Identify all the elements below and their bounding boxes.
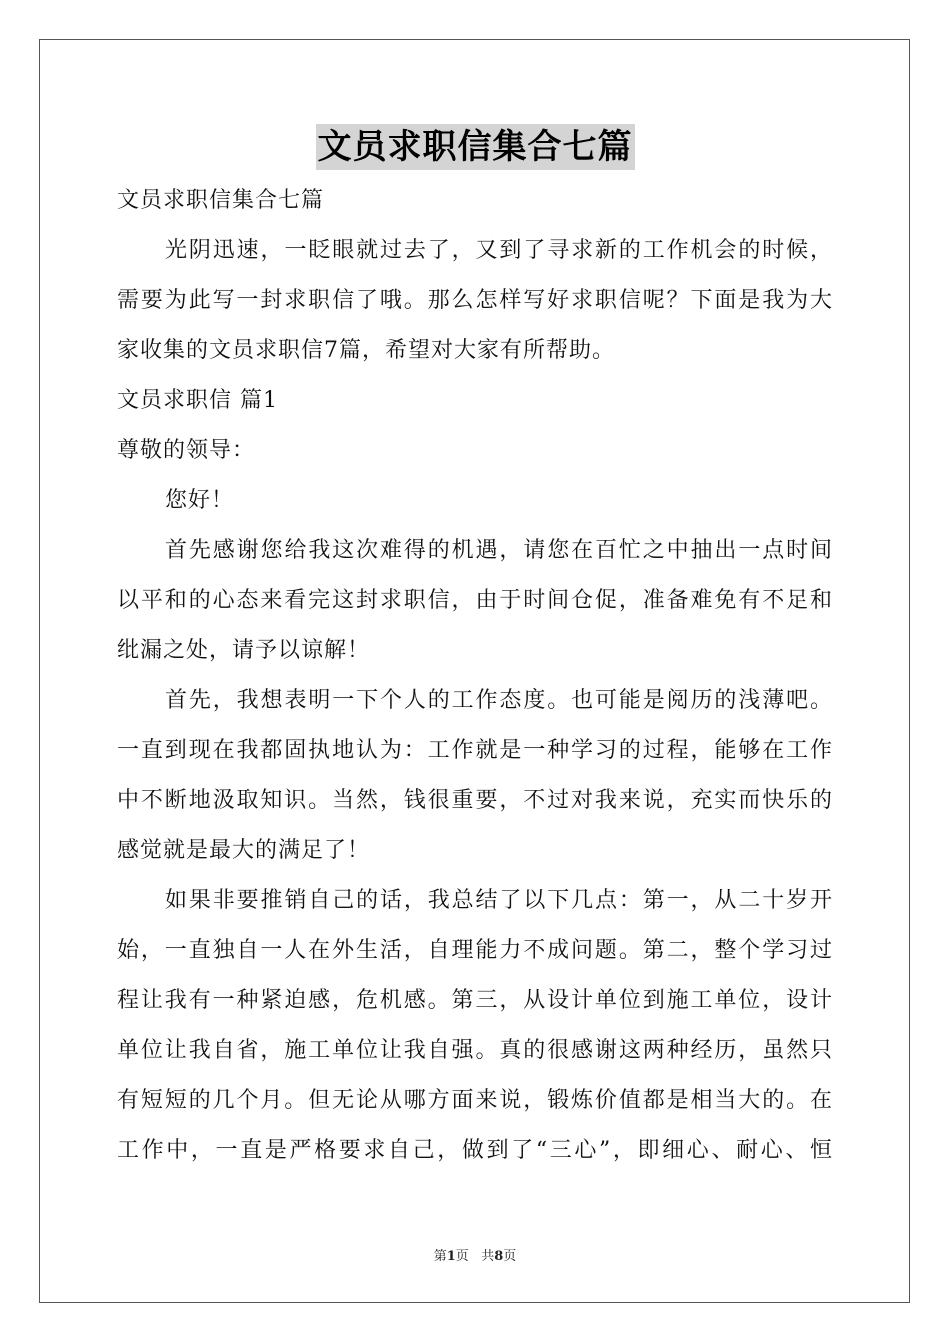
paragraph-line: 首先感谢您给我这次难得的机遇，请您在百忙之中抽出一点时间 (165, 538, 833, 563)
paragraph-line: 需要为此写一封求职信了哦。那么怎样写好求职信呢？下面是我为大 (117, 288, 833, 313)
total-suffix: 页 (503, 1249, 517, 1264)
paragraph-line: 以平和的心态来看完这封求职信，由于时间仓促，准备难免有不足和 (117, 588, 833, 613)
paragraph-line: 单位让我自省，施工单位让我自强。真的很感谢这两种经历，虽然只 (117, 1038, 833, 1063)
paragraph-line: 有短短的几个月。但无论从哪方面来说，锻炼价值都是相当大的。在 (117, 1088, 833, 1113)
page-footer (0, 1247, 950, 1267)
paragraph-line: 一直到现在我都固执地认为：工作就是一种学习的过程，能够在工作 (117, 738, 833, 763)
document-title: 文员求职信集合七篇 (316, 124, 635, 170)
page-number: 1 (446, 1249, 456, 1264)
paragraph-line: 工作中，一直是严格要求自己，做到了“三心”，即细心、耐心、恒 (117, 1138, 833, 1163)
title-wrap (0, 124, 950, 170)
total-pages: 8 (494, 1249, 504, 1264)
paragraph-line: 感觉就是最大的满足了！ (117, 838, 371, 863)
document-body (117, 176, 833, 1176)
paragraph-line: 如果非要推销自己的话，我总结了以下几点：第一，从二十岁开 (165, 888, 833, 913)
page-prefix: 第 (433, 1249, 447, 1264)
paragraph-line: 家收集的文员求职信7篇，希望对大家有所帮助。 (117, 338, 615, 363)
paragraph-line: 始，一直独自一人在外生活，自理能力不成问题。第二，整个学习过 (117, 938, 833, 963)
greeting: 您好！ (165, 488, 235, 513)
paragraph-line: 中不断地汲取知识。当然，钱很重要，不过对我来说，充实而快乐的 (117, 788, 833, 813)
paragraph-line: 光阴迅速，一眨眼就过去了，又到了寻求新的工作机会的时候， (165, 238, 833, 263)
salutation: 尊敬的领导： (117, 438, 256, 463)
total-prefix: 共 (481, 1249, 495, 1264)
subtitle-line: 文员求职信集合七篇 (117, 188, 325, 213)
paragraph-line: 程让我有一种紧迫感，危机感。第三，从设计单位到施工单位，设计 (117, 988, 833, 1013)
paragraph-line: 纰漏之处，请予以谅解！ (117, 638, 371, 663)
section-heading: 文员求职信 篇1 (117, 388, 278, 413)
page-suffix: 页 (455, 1249, 469, 1264)
paragraph-line: 首先，我想表明一下个人的工作态度。也可能是阅历的浅薄吧。 (165, 688, 833, 713)
